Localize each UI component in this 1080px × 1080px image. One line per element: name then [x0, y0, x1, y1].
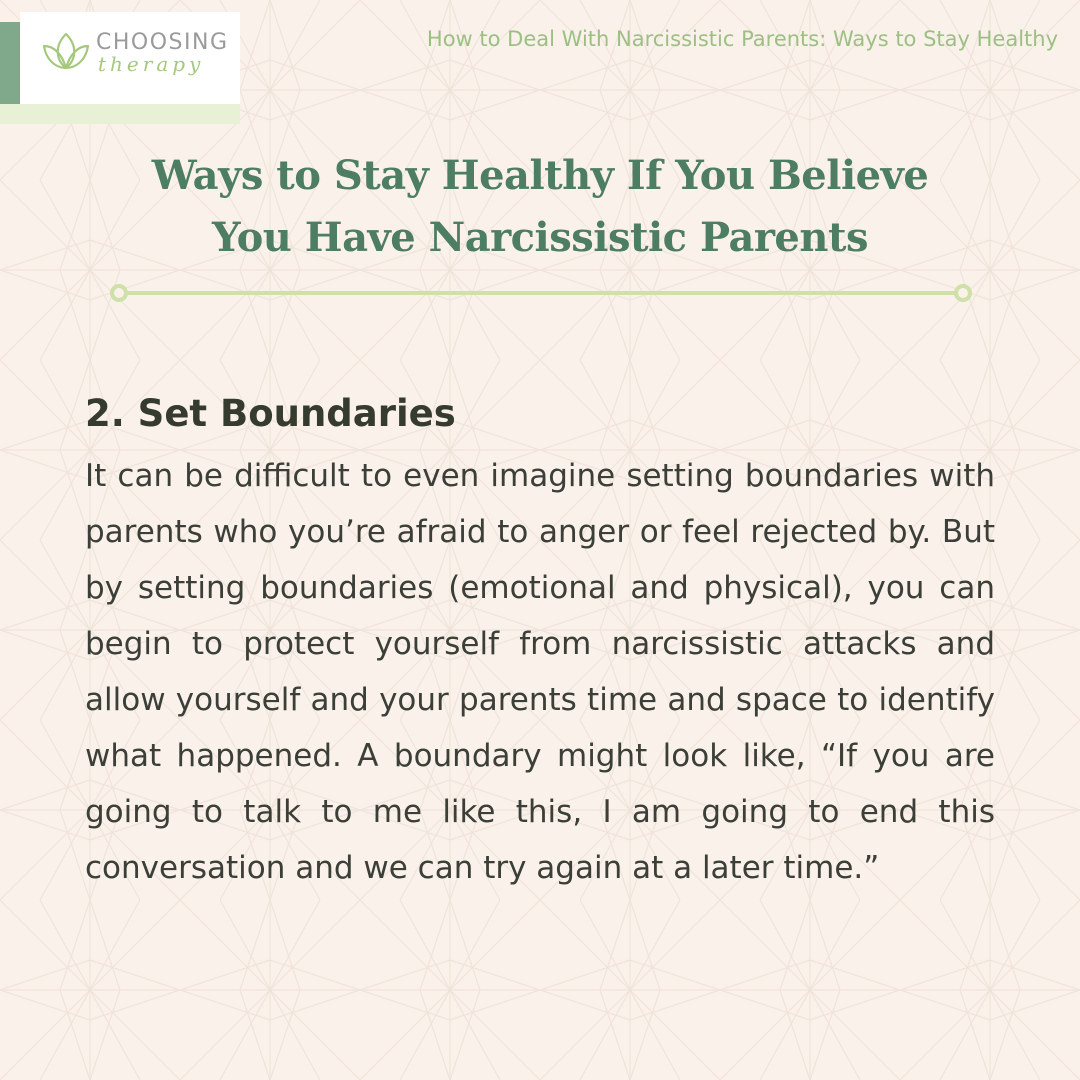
section-body: It can be difficult to even imagine setting boundaries with parents who you’re afraid to anger or feel rejected by. But by setting boundaries (emotional and physical), you can begin to protect yourself from narcissistic attacks and allow yourself and your parents time and space to identify what happened. A boundary might look like, “If you are going to talk to me like this, I am going to end this conversation and we can try again at a later time.”: [85, 458, 995, 886]
section-heading: 2. Set Boundaries: [85, 392, 456, 435]
title-divider: [108, 282, 974, 304]
page-title-line-1: Ways to Stay Healthy If You Believe: [151, 152, 929, 199]
logo: [0, 12, 240, 112]
page-title: [90, 145, 990, 269]
page-title-line-2: You Have Narcissistic Parents: [212, 214, 868, 261]
article-caption: How to Deal With Narcissistic Parents: Ways to Stay Healthy: [426, 27, 1058, 51]
lotus-leaf-icon: [42, 28, 90, 72]
logo-wordmark-top: CHOOSING: [96, 30, 229, 55]
logo-card: [20, 12, 240, 104]
logo-wordmark-bottom: therapy: [98, 52, 205, 76]
logo-accent-left: [0, 22, 22, 114]
logo-accent-bottom: [0, 104, 240, 124]
